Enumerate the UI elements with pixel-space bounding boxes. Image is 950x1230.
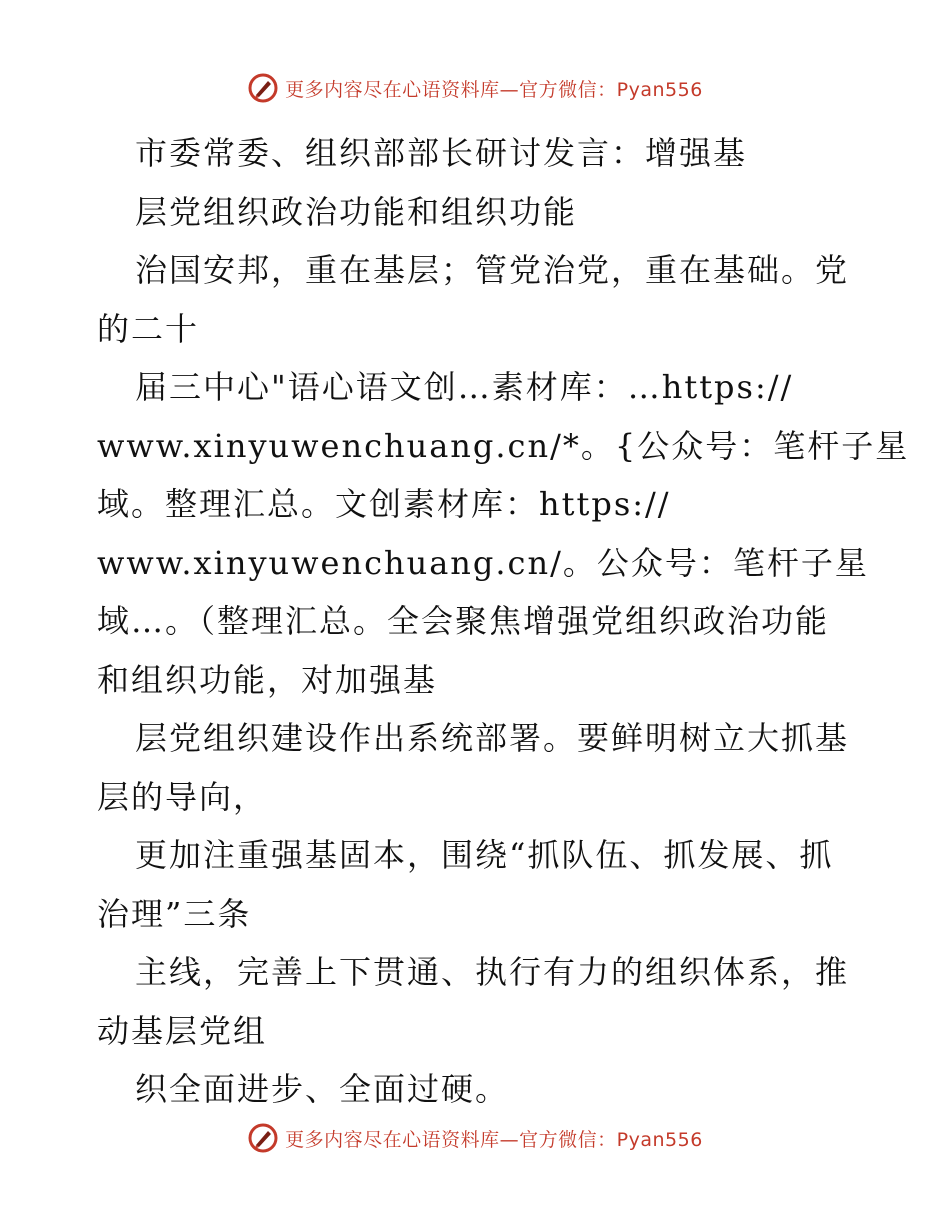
header-watermark (0, 72, 950, 104)
text-line: 层党组织建设作出系统部署。要鲜明树立大抓基 (135, 719, 850, 757)
text-line: 域。整理汇总。文创素材库：https:// (97, 485, 671, 523)
text-line: 更加注重强基固本，围绕“抓队伍、抓发展、抓 (135, 836, 834, 874)
text-line: 治国安邦，重在基层；管党治党，重在基础。党 (135, 251, 850, 289)
text-line: 的二十 (97, 309, 200, 348)
text-line: www.xinyuwenchuang.cn/。公众号：笔杆子星 (97, 543, 869, 582)
text-line: 市委常委、组织部部长研讨发言：增强基 (135, 134, 748, 172)
pen-logo-icon (247, 72, 279, 104)
text-line: 织全面进步、全面过硬。 (135, 1070, 510, 1108)
text-line: www.xinyuwenchuang.cn/*。{公众号：笔杆子星 (97, 426, 910, 465)
text-line: 和组织功能，对加强基 (97, 660, 438, 699)
watermark-text: 更多内容尽在心语资料库—官方微信：Pyan556 (285, 1128, 703, 1151)
text-line: 届三中心"语心语文创…素材库：…https:// (135, 368, 794, 406)
document-body (97, 124, 910, 1119)
footer-watermark (0, 1122, 950, 1154)
text-line: 层的导向， (97, 777, 268, 816)
text-line: 动基层党组 (97, 1011, 268, 1050)
text-line: 层党组织政治功能和组织功能 (135, 192, 578, 231)
text-line: 治理”三条 (97, 894, 252, 933)
watermark-text: 更多内容尽在心语资料库—官方微信：Pyan556 (285, 78, 703, 101)
pen-logo-icon (247, 1122, 279, 1154)
text-line: 主线，完善上下贯通、执行有力的组织体系，推 (135, 953, 850, 991)
text-line: 域…。（整理汇总。全会聚焦增强党组织政治功能 (97, 602, 830, 640)
